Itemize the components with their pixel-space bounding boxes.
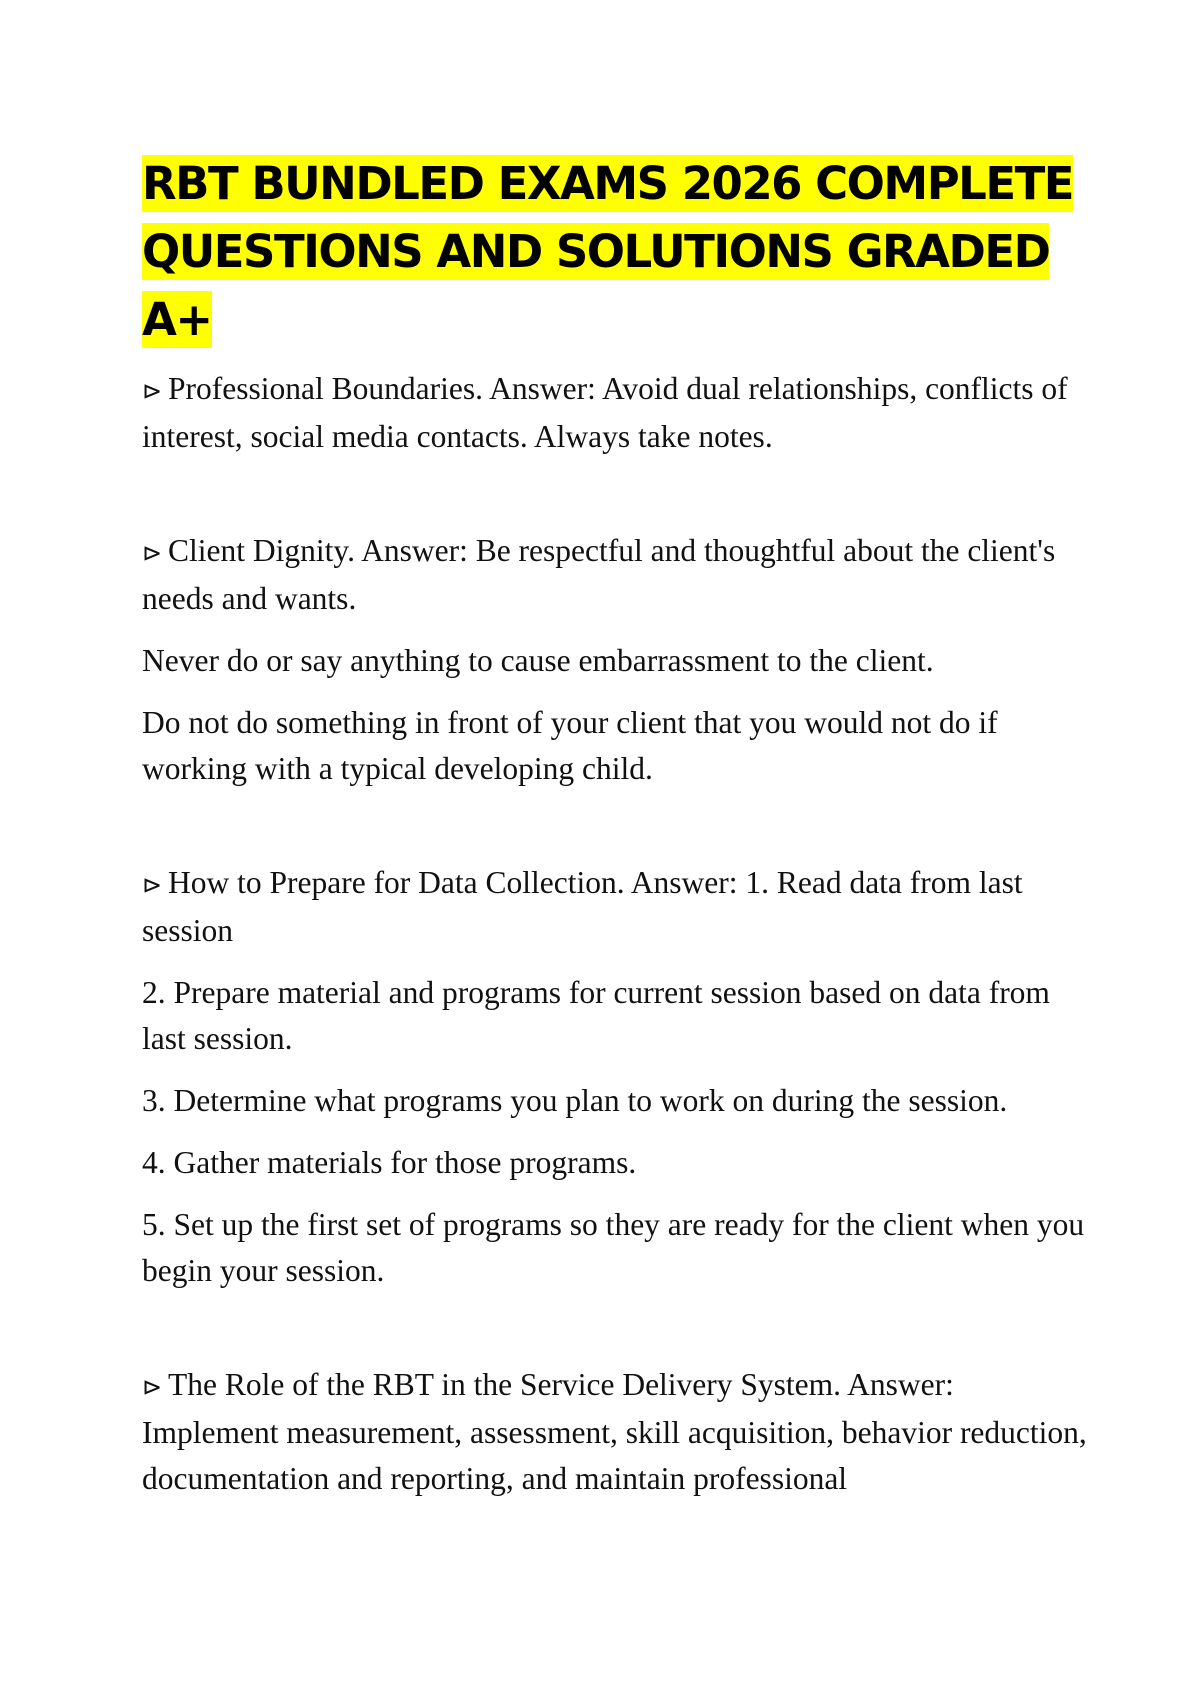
document-title-highlight: RBT BUNDLED EXAMS 2026 COMPLETE QUESTIONS AND SOLUTIONS GRADED A+ [142, 157, 1074, 346]
qa-text: Professional Boundaries. Answer: Avoid dual relationships, conflicts of interest, social media contacts. Always take notes. [142, 371, 1068, 454]
triangle-bullet-icon: ⊳ [142, 1373, 163, 1401]
qa-text: How to Prepare for Data Collection. Answer: 1. Read data from last session [142, 865, 1023, 948]
qa-line: 5. Set up the first set of programs so they are ready for the client when you begin your session. [142, 1207, 1085, 1288]
qa-line: 2. Prepare material and programs for current session based on data from last session. [142, 975, 1050, 1056]
triangle-bullet-icon: ⊳ [142, 539, 163, 567]
qa-entry-rbt-role [142, 1362, 1087, 1502]
qa-line: 4. Gather materials for those programs. [142, 1145, 637, 1180]
triangle-bullet-icon: ⊳ [142, 377, 163, 405]
qa-line [142, 528, 1087, 622]
qa-line: Never do or say anything to cause embarrassment to the client. [142, 643, 934, 678]
qa-entry-client-dignity [142, 528, 1087, 792]
qa-line [142, 1362, 1087, 1502]
triangle-bullet-icon: ⊳ [142, 871, 163, 899]
qa-entry-data-collection [142, 860, 1087, 1294]
qa-list [142, 366, 1087, 1570]
qa-line: Do not do something in front of your client that you would not do if working with a typical developing child. [142, 705, 998, 786]
qa-text: The Role of the RBT in the Service Delivery System. Answer: Implement measurement, assessment, skill acquisition, behavior reduction, documentation and reporting, and maintain professional [142, 1367, 1087, 1496]
qa-line [142, 860, 1087, 954]
document-title [142, 150, 1122, 354]
qa-line: 3. Determine what programs you plan to work on during the session. [142, 1083, 1008, 1118]
qa-entry-professional-boundaries [142, 366, 1087, 460]
qa-line [142, 366, 1087, 460]
qa-text: Client Dignity. Answer: Be respectful and thoughtful about the client's needs and wants. [142, 533, 1056, 616]
